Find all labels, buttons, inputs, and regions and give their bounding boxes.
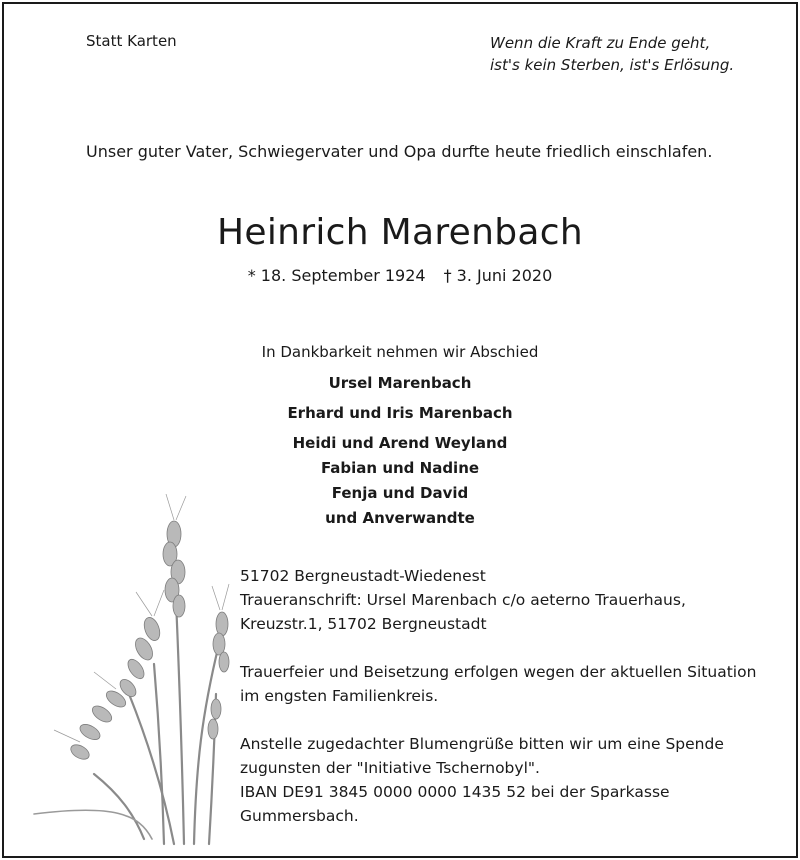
wheat-ears-icon [24, 494, 244, 854]
obituary-notice [2, 2, 798, 858]
family-member: Fabian und Nadine [320, 459, 480, 477]
statt-karten-label: Statt Karten [86, 32, 177, 50]
family-member: Ursel Marenbach [328, 374, 472, 392]
donation-line-2: zugunsten der "Initiative Tschernobyl". [240, 759, 540, 777]
motto-quote [490, 32, 734, 76]
ceremony-line-1: Trauerfeier und Beisetzung erfolgen wegen der aktuellen Situation [240, 663, 757, 681]
motto-line-1: Wenn die Kraft zu Ende geht, [490, 34, 711, 52]
family-member: Erhard und Iris Marenbach [287, 404, 513, 422]
farewell-lead: In Dankbarkeit nehmen wir Abschied [261, 343, 539, 361]
donation-line-1: Anstelle zugedachter Blumengrüße bitten wir um eine Spende [240, 735, 724, 753]
mourning-address-line-1: Traueranschrift: Ursel Marenbach c/o aeterno Trauerhaus, [240, 591, 686, 609]
life-dates [4, 266, 796, 285]
details-block [240, 564, 756, 828]
birth-date: * 18. September 1924 [247, 266, 426, 285]
donation-line-3: IBAN DE91 3845 0000 0000 1435 52 bei der Sparkasse [240, 783, 670, 801]
family-block [250, 340, 550, 531]
donation-line-4: Gummersbach. [240, 807, 359, 825]
deceased-name: Heinrich Marenbach [217, 212, 583, 253]
ceremony-line-2: im engsten Familienkreis. [240, 687, 439, 705]
mourning-address-line-2: Kreuzstr.1, 51702 Bergneustadt [240, 615, 487, 633]
family-member: Fenja und David [331, 484, 469, 502]
place-line: 51702 Bergneustadt-Wiedenest [240, 567, 486, 585]
death-date: † 3. Juni 2020 [443, 266, 553, 285]
family-member: und Anverwandte [325, 509, 475, 527]
motto-line-2: ist's kein Sterben, ist's Erlösung. [490, 56, 735, 74]
family-member: Heidi und Arend Weyland [292, 434, 508, 452]
intro-text: Unser guter Vater, Schwiegervater und Opa durfte heute friedlich einschlafen. [86, 142, 713, 161]
